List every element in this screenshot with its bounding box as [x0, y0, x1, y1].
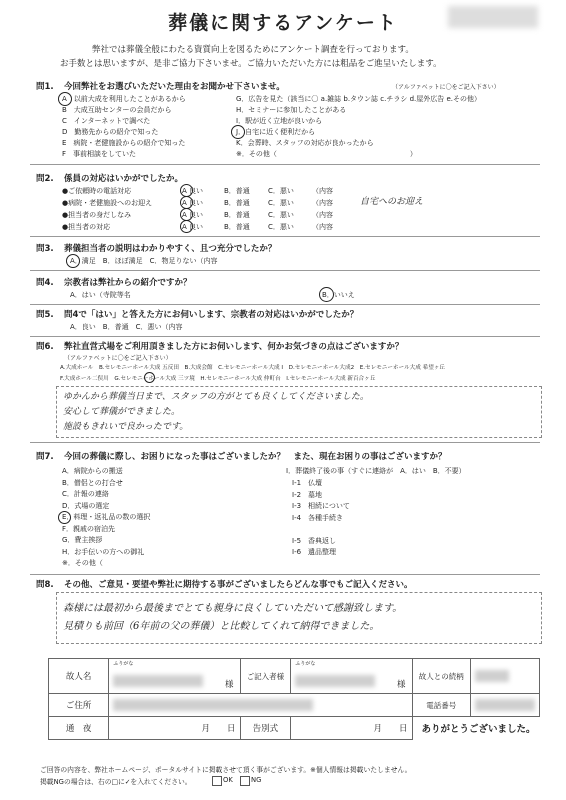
q1-note: （アルファベットに〇をご記入下さい） — [392, 84, 500, 91]
q7-option-i3[interactable]: I-3 相続について — [292, 502, 350, 510]
q7-option-i6[interactable]: I-6 遺品整理 — [292, 548, 337, 556]
q6-halls-line-2[interactable]: F.大成ホール二俣川 G.セレモニーホール大成 三ツ境 H.セレモニーホール大成 仲町台 I.セレモニーホール大成 新百合ヶ丘 — [60, 376, 376, 382]
q7-option-c[interactable]: C．計報の連絡 — [62, 490, 109, 498]
divider — [30, 304, 540, 305]
q6-answer-circle — [144, 372, 155, 383]
deceased-name-field[interactable]: ふりがな 様 — [109, 659, 240, 694]
q7-answer-circle — [58, 511, 71, 524]
thank-you: ありがとうございました。 — [421, 724, 536, 736]
q3-options[interactable]: A．満足 B．ほぼ満足 C．物足りない（内容 — [70, 257, 218, 265]
q1-option-h[interactable]: H．セミナーに参加したことがある — [236, 106, 347, 114]
q1-number: 問1. — [36, 82, 54, 92]
q7-right-head[interactable]: I．葬儀終了後の事（すぐに連絡が A．はい B．不要） — [286, 467, 466, 475]
q8-question: その他、ご意見・要望や弊社に期待する事がございましたらどんな事でもご記入ください。 — [64, 580, 413, 590]
redacted-address — [113, 699, 313, 711]
q4-number: 問4. — [36, 278, 54, 288]
q7-option-d[interactable]: D．式場の選定 — [62, 501, 110, 510]
q4-question: 宗教者は弊社からの紹介ですか？ — [64, 278, 192, 288]
wake-date-field[interactable]: 月 日 — [109, 717, 240, 740]
q7-number: 問7. — [36, 452, 54, 462]
redacted-relation — [475, 670, 509, 682]
redacted-writer — [295, 675, 375, 687]
ng-checkbox[interactable] — [240, 776, 250, 786]
q7-option-g[interactable]: G．費主挨拶 — [62, 536, 103, 544]
phone-label: 電話番号 — [412, 694, 470, 717]
q5-question: 問4で「はい」と答えた方にお伺いします、宗教者の対応はいかがでしたか？ — [64, 310, 359, 320]
funeral-date-field[interactable]: 月 日 — [291, 717, 412, 740]
q7-option-i1[interactable]: I-1 仏壇 — [292, 479, 323, 487]
q7-right-options — [292, 478, 350, 559]
redacted-stamp — [448, 6, 538, 28]
intro-line-2: お手数とは思いますが、是非ご協力下さいませ。ご協力いただいた方には粗品をご進呈いたします。 — [60, 59, 442, 69]
q7-option-other[interactable]: ※．その他（ — [62, 559, 103, 567]
q1-option-k[interactable]: K．会葬時、スタッフの対応が良かったから — [236, 139, 374, 147]
funeral-label: 告別式 — [240, 717, 291, 740]
q7-option-b[interactable]: B．僧侶との打合せ — [62, 478, 123, 487]
q2-answer-circle-4 — [180, 220, 193, 233]
q7-option-f[interactable]: F．親戚の宿泊先 — [62, 524, 116, 533]
q1-option-a[interactable]: A 以前大成を利用したことがあるから — [62, 95, 186, 103]
q1-answer-a-circle — [58, 92, 72, 106]
q1-option-f[interactable]: F 事前相談をしていた — [62, 150, 137, 158]
q1-option-j[interactable]: J．自宅に近く便利だから — [236, 128, 316, 136]
q1-question: 今回弊社をお選びいただいた理由をお聞かせ下さいませ。 — [64, 82, 285, 92]
ng-label: NG — [251, 776, 262, 784]
q2-question: 係員の対応はいかがでしたか。 — [64, 174, 184, 184]
q6-note: （アルファベットに〇をご記入下さい） — [64, 355, 172, 362]
q1-option-e[interactable]: E 病院・老健施設からの紹介で知った — [62, 139, 186, 147]
q1-option-c[interactable]: C インターネットで調べた — [62, 117, 151, 125]
ok-label: OK — [223, 776, 233, 784]
q8-comment-line-1: 森様には最初から最後までとても親身に良くしていただいて感謝致します。 — [63, 603, 403, 614]
q8-number: 問8. — [36, 580, 54, 590]
q1-left-options — [62, 94, 186, 160]
q6-question: 弊社直営式場をご利用頂きました方にお伺いします、何かお気づきの点はございますか？ — [64, 342, 404, 352]
q6-comment-box[interactable] — [56, 386, 542, 438]
q4-option-no[interactable]: B．いいえ — [322, 291, 355, 299]
q1-answer-j-circle — [231, 125, 245, 139]
q1-right-options — [236, 94, 481, 160]
q2-number: 問2. — [36, 174, 54, 184]
address-label: ご住所 — [49, 694, 109, 717]
footer-line-2: 掲載NGの場合は、右の□に✓を入れてください。 — [40, 778, 192, 786]
wake-label: 通 夜 — [49, 717, 109, 740]
q6-comment-line-3: 施設もきれいで良かったです。 — [63, 422, 189, 432]
q1-option-b[interactable]: B 大成互助センターの会員だから — [62, 106, 172, 114]
q7-option-a[interactable]: A．病院からの搬送 — [62, 467, 123, 475]
writer-name-field[interactable]: ふりがな 様 — [291, 659, 412, 694]
q6-comment-line-1: ゆかんから葬儀当日まで、スタッフの方がとても良くしてくださいました。 — [63, 392, 369, 402]
q7-option-i4[interactable]: I-4 各種手続き — [292, 513, 344, 522]
q6-comment-line-2: 安心して葬儀ができました。 — [63, 407, 181, 417]
divider — [30, 164, 540, 165]
phone-field[interactable] — [471, 694, 540, 717]
q7-option-i2[interactable]: I-2 墓地 — [292, 490, 323, 499]
q6-halls-line-1[interactable]: A.大成ホール B.セレモニーホール大成 五反田 B.大成会館 C.セレモニーホール大成 I D.セレモニーホール大成2 E.セレモニーホール大成 希望ヶ丘 — [60, 365, 446, 371]
q7-left-options — [62, 466, 150, 570]
relation-field[interactable] — [471, 659, 540, 694]
q1-option-other[interactable]: ※．その他（ ） — [236, 150, 417, 158]
q1-option-i[interactable]: I．駅が近く立地が良いから — [236, 117, 323, 125]
relation-label: 故人との続柄 — [412, 659, 470, 694]
q3-number: 問3. — [36, 244, 54, 254]
page-title: 葬儀に関するアンケート — [168, 12, 398, 34]
q8-comment-line-2: 見積りも前回（6年前の父の葬儀）と比較してくれて納得できました。 — [63, 621, 380, 632]
redacted-phone — [475, 699, 535, 711]
q1-option-d[interactable]: D 勤務先からの紹介で知った — [62, 128, 159, 136]
address-field[interactable] — [109, 694, 412, 717]
deceased-name-label: 故人名 — [49, 659, 109, 694]
divider — [30, 442, 540, 443]
q4-answer-circle — [319, 287, 334, 302]
q7-option-i5[interactable]: I-5 香典返し — [292, 536, 337, 545]
q7-question: 今回の葬儀に際し、お困りになった事はございましたか？ また、現在お困りの事はございますか？ — [64, 452, 447, 462]
q1-option-g[interactable]: G．広告を見た（該当に〇 a.雑誌 b.タウン誌 c.チラシ d.屋外広告 e.その他） — [236, 95, 482, 103]
q3-question: 葬儀担当者の説明はわかりやすく、且つ充分でしたか？ — [64, 244, 277, 254]
q7-option-e[interactable]: E．料理・返礼品の数の選択 — [62, 513, 151, 521]
redacted-name — [113, 675, 203, 687]
q3-answer-circle — [66, 254, 80, 268]
q5-number: 問5. — [36, 310, 54, 320]
q2-handwritten-note: 自宅へのお迎え — [360, 197, 424, 207]
q5-options[interactable]: A．良い B．普通 C．悪い（内容 — [70, 323, 183, 331]
divider — [30, 236, 540, 237]
respondent-info-table — [48, 658, 540, 740]
divider — [30, 336, 540, 337]
footer-line-1: ご回答の内容を、弊社ホームページ、ポータルサイトに掲載させて頂く事がございます。※個人情報は掲載いたしません。 — [40, 766, 412, 774]
q4-option-yes[interactable]: A．はい（寺院等名 — [70, 291, 131, 299]
intro-line-1: 弊社では葬儀全般にわたる資質向上を図るためにアンケート調査を行っております。 — [92, 45, 414, 55]
writer-name-label: ご記入者様 — [240, 659, 291, 694]
ok-checkbox[interactable] — [212, 776, 222, 786]
divider — [30, 574, 540, 575]
divider — [30, 270, 540, 271]
q6-number: 問6. — [36, 342, 54, 352]
q7-option-h[interactable]: H．お手伝いの方への御礼 — [62, 547, 145, 556]
q8-comment-box[interactable] — [56, 592, 542, 644]
